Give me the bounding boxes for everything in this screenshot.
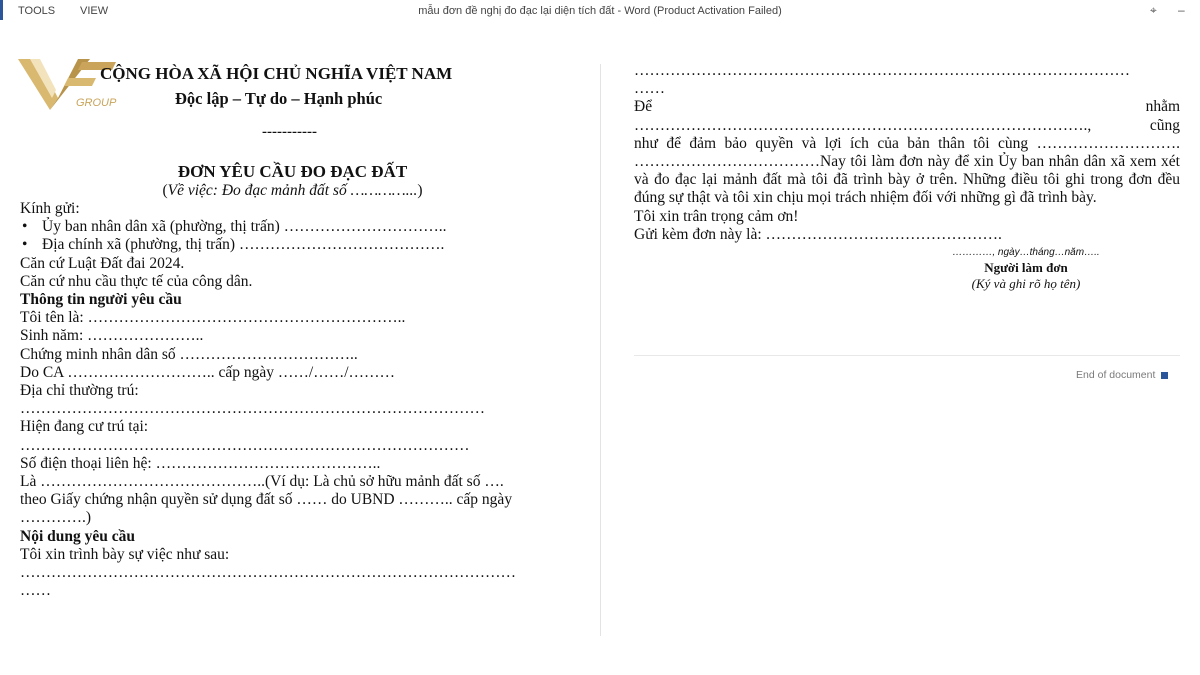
right-column-body[interactable] xyxy=(634,62,1180,292)
signature-date: …………, ngày…tháng…năm….. xyxy=(952,247,1100,259)
end-of-document xyxy=(1076,369,1168,381)
nation-header: CỘNG HÒA XÃ HỘI CHỦ NGHĨA VIỆT NAM xyxy=(100,64,453,83)
restore-icon[interactable]: ⌖ xyxy=(1150,3,1157,17)
signature-note: (Ký và ghi rõ họ tên) xyxy=(971,276,1081,292)
end-label: End of document xyxy=(1076,369,1156,381)
requester-line: …………………………………………………………………………… xyxy=(20,436,470,454)
thanks-line: Tôi xin trân trọng cảm ơn! xyxy=(634,207,799,225)
menu-tools[interactable]: TOOLS xyxy=(18,5,56,17)
purpose-right: nhằm xyxy=(1145,98,1180,116)
content-line: …………………………………………………………………………………… xyxy=(20,564,516,582)
requester-line: Chứng minh nhân dân số …………………………….. xyxy=(20,345,358,363)
basis-line: Căn cứ nhu cầu thực tế của công dân. xyxy=(20,272,253,290)
window-title: mẫu đơn đề nghị đo đạc lại diện tích đất - Word (Product Activation Failed) xyxy=(418,5,782,17)
attachment-line: Gửi kèm đơn này là: ………………………………………. xyxy=(634,225,1002,243)
signer-label: Người làm đơn xyxy=(984,260,1068,276)
interest-line xyxy=(634,117,1180,135)
motto: Độc lập – Tự do – Hạnh phúc xyxy=(175,89,383,108)
continuation-dots: …………………………………………………………………………………… xyxy=(634,62,1130,79)
logo-brand-text: GROUP xyxy=(76,97,117,109)
requester-line: ………….) xyxy=(20,509,92,527)
document-subject: (Về việc: Đo đạc mảnh đất số …………...) xyxy=(162,182,423,199)
requester-heading: Thông tin người yêu cầu xyxy=(20,291,182,309)
requester-line: Địa chỉ thường trú: xyxy=(20,382,139,400)
content-line: …… xyxy=(20,582,51,600)
recipient-item: • Địa chính xã (phường, thị trấn) …………………………………. xyxy=(20,236,565,254)
content-heading: Nội dung yêu cầu xyxy=(20,527,135,545)
content-line: Tôi xin trình bày sự việc như sau: xyxy=(20,545,230,563)
purpose-left: Để xyxy=(634,98,653,116)
requester-line: Tôi tên là: …………………………………………………….. xyxy=(20,309,406,327)
requester-line: Số điện thoại liên hệ: …………………………………….. xyxy=(20,454,381,472)
interest-right: cũng xyxy=(1149,116,1180,134)
end-marker-icon xyxy=(1161,372,1168,379)
title-bar xyxy=(0,0,1200,24)
requester-line: Hiện đang cư trú tại: xyxy=(20,418,149,436)
signature-block xyxy=(876,246,1176,292)
logo-f-bar xyxy=(64,78,96,86)
requester-line: theo Giấy chứng nhận quyền sử dụng đất số …… do UBND ……….. cấp ngày xyxy=(20,491,513,509)
requester-line: ……………………………………………………………………………… xyxy=(20,400,485,418)
interest-left: ……………………………………………………………………………., xyxy=(634,116,1092,134)
request-paragraph: như để đảm bảo quyền và lợi ích của bản thân tôi cùng ………………………. ………………………………Nay tôi làm đơn này để xin Ủy ban nhân dân xã xem xét và đo đạc lại mảnh đất mà tôi đã trình bày ở trên. Những điều tôi ghi trong đơn đều đúng sự thật và tôi xin chịu mọi trách nhiệm đối với những gì đã trình bày. xyxy=(634,134,1180,207)
page-divider xyxy=(600,64,601,636)
recipient-item: • Ủy ban nhân dân xã (phường, thị trấn) ………………………….. xyxy=(20,218,565,236)
document-title: ĐƠN YÊU CẦU ĐO ĐẠC ĐẤT xyxy=(177,162,408,181)
menu-view[interactable]: VIEW xyxy=(80,5,109,17)
minimize-icon[interactable]: – xyxy=(1178,3,1185,17)
requester-line: Là ……………………………………..(Ví dụ: Là chủ sở hữu mảnh đất số …. xyxy=(20,473,504,491)
greeting: Kính gửi: xyxy=(20,200,80,217)
basis-line: Căn cứ Luật Đất đai 2024. xyxy=(20,254,185,272)
left-column-body[interactable] xyxy=(20,200,565,600)
purpose-line xyxy=(634,98,1180,116)
header-separator: ----------- xyxy=(262,124,317,140)
requester-line: Sinh năm: ………………….. xyxy=(20,327,204,345)
requester-line: Do CA ……………………….. cấp ngày ……/……/……… xyxy=(20,363,395,381)
end-separator xyxy=(634,355,1180,356)
continuation-dots-short: …… xyxy=(634,80,665,98)
